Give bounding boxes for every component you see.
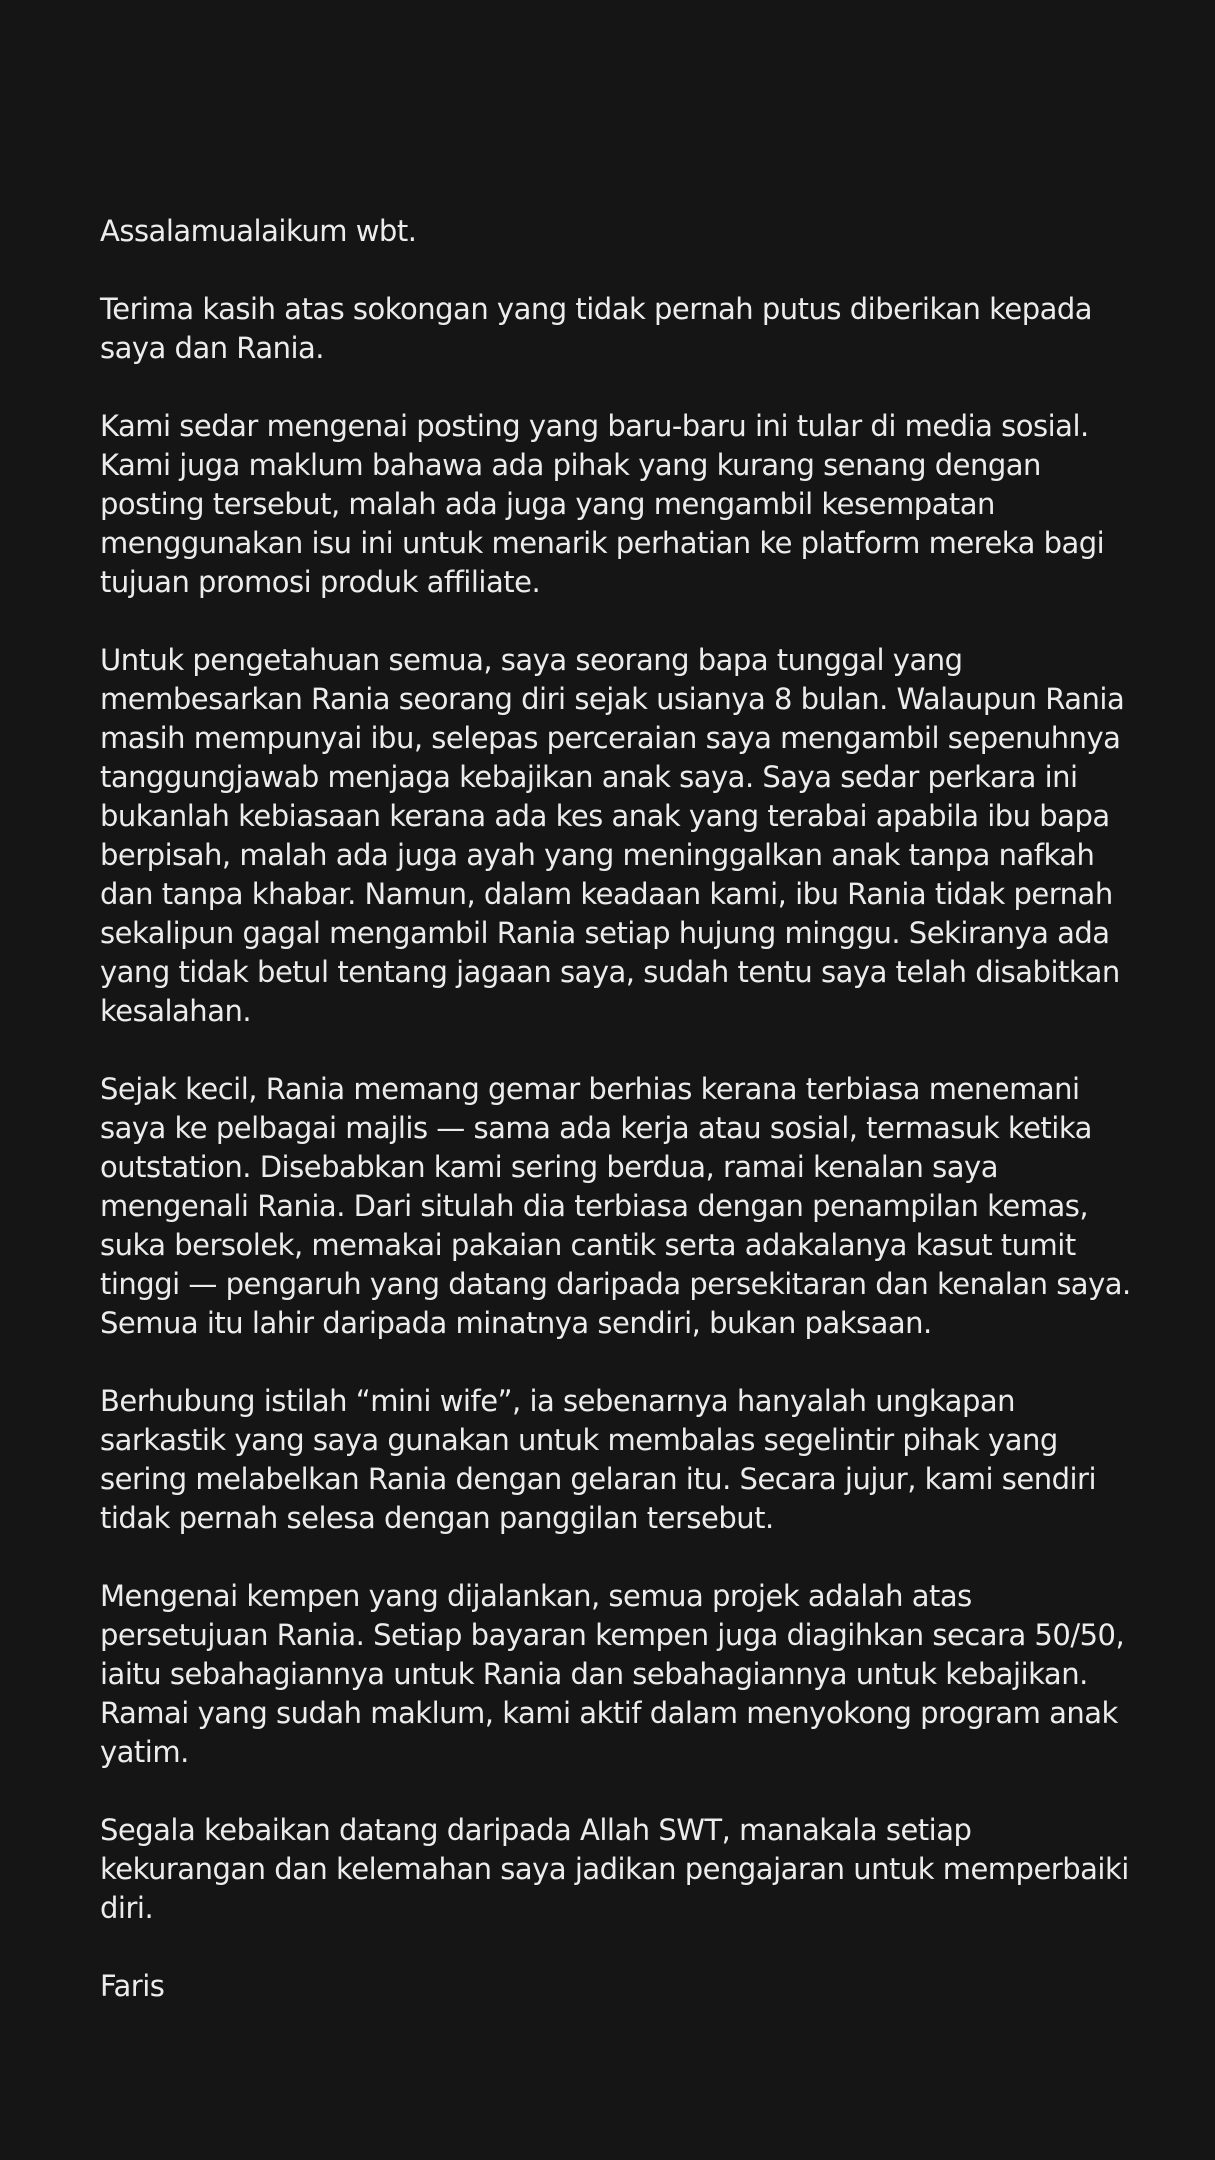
letter-paragraph-2: Kami sedar mengenai posting yang baru-baru ini tular di media sosial. Kami juga maklum bahawa ada pihak yang kurang senang dengan posting tersebut, malah ada juga yang mengambil kesempatan menggunakan isu ini untuk menarik perhatian ke platform mereka bagi tujuan promosi produk affiliate. [100,409,1105,599]
letter-paragraph-5: Berhubung istilah “mini wife”, ia sebenarnya hanyalah ungkapan sarkastik yang saya gunakan untuk membalas segelintir pihak yang sering melabelkan Rania dengan gelaran itu. Secara jujur, kami sendiri tidak pernah selesa dengan panggilan tersebut. [100,1384,1097,1535]
letter-body [100,212,1140,2006]
letter-signature: Faris [100,1969,165,2003]
letter-paragraph-4: Sejak kecil, Rania memang gemar berhias kerana terbiasa menemani saya ke pelbagai majlis — sama ada kerja atau sosial, termasuk ketika outstation. Disebabkan kami sering berdua, ramai kenalan saya mengenali Rania. Dari situlah dia terbiasa dengan penampilan kemas, suka bersolek, memakai pakaian cantik serta adakalanya kasut tumit tinggi — pengaruh yang datang daripada persekitaran dan kenalan saya. Semua itu lahir daripada minatnya sendiri, bukan paksaan. [100,1072,1131,1340]
letter-paragraph-1: Terima kasih atas sokongan yang tidak pernah putus diberikan kepada saya dan Rania. [100,292,1093,365]
letter-greeting: Assalamualaikum wbt. [100,214,417,248]
letter-paragraph-3: Untuk pengetahuan semua, saya seorang bapa tunggal yang membesarkan Rania seorang diri sejak usianya 8 bulan. Walaupun Rania masih mempunyai ibu, selepas perceraian saya mengambil sepenuhnya tanggungjawab menjaga kebajikan anak saya. Saya sedar perkara ini bukanlah kebiasaan kerana ada kes anak yang terabai apabila ibu bapa berpisah, malah ada juga ayah yang meninggalkan anak tanpa nafkah dan tanpa khabar. Namun, dalam keadaan kami, ibu Rania tidak pernah sekalipun gagal mengambil Rania setiap hujung minggu. Sekiranya ada yang tidak betul tentang jagaan saya, sudah tentu saya telah disabitkan kesalahan. [100,643,1125,1028]
letter-paragraph-6: Mengenai kempen yang dijalankan, semua projek adalah atas persetujuan Rania. Setiap bayaran kempen juga diagihkan secara 50/50, iaitu sebahagiannya untuk Rania dan sebahagiannya untuk kebajikan. Ramai yang sudah maklum, kami aktif dalam menyokong program anak yatim. [100,1579,1125,1769]
letter-paragraph-7: Segala kebaikan datang daripada Allah SWT, manakala setiap kekurangan dan kelemahan saya jadikan pengajaran untuk memperbaiki diri. [100,1813,1129,1925]
